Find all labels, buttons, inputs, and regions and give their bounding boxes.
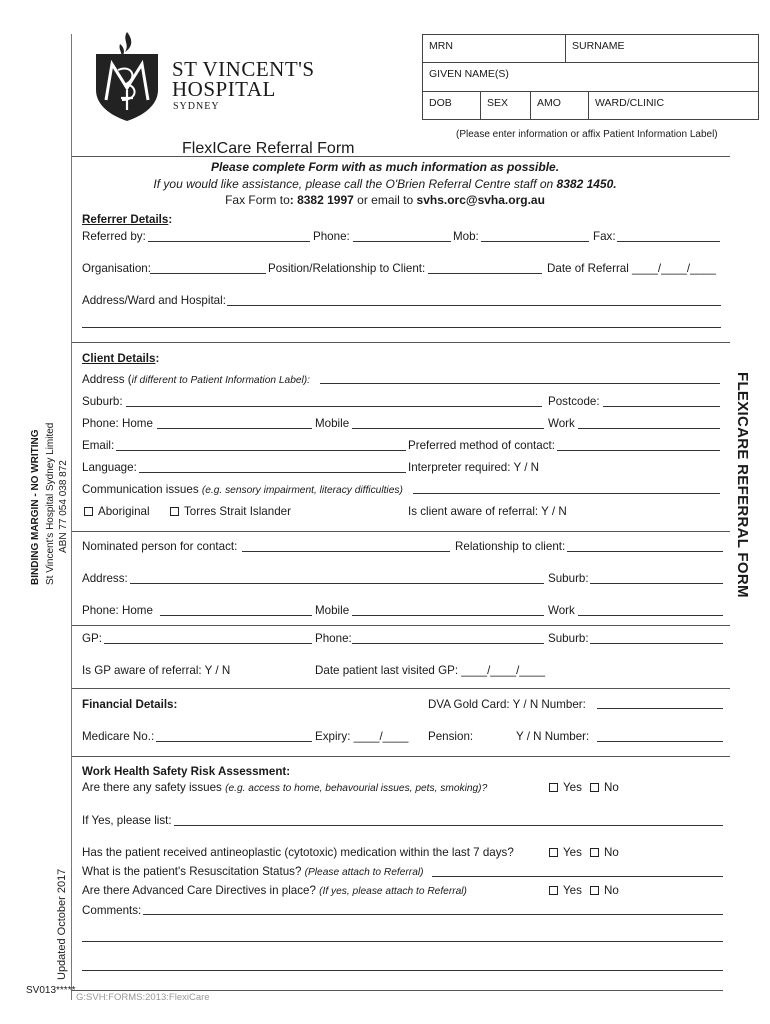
safety-no-label: No xyxy=(604,781,619,794)
client-postcode-label: Postcode: xyxy=(548,395,600,408)
safety-list-field[interactable] xyxy=(174,825,723,826)
communication-issues-field[interactable] xyxy=(413,493,720,494)
client-aware-field[interactable]: Is client aware of referral: Y / N xyxy=(408,505,567,518)
amo-label: AMO xyxy=(537,97,561,109)
client-postcode-field[interactable] xyxy=(603,406,720,407)
form-code: SV013***** xyxy=(26,985,76,996)
mrn-cell[interactable] xyxy=(423,35,566,63)
client-heading-colon: : xyxy=(155,352,160,365)
cytotoxic-yes-checkbox[interactable] xyxy=(549,848,558,857)
torres-strait-option[interactable] xyxy=(170,505,291,519)
cytotoxic-no-label: No xyxy=(604,846,619,859)
referrer-address-label: Address/Ward and Hospital: xyxy=(82,294,226,307)
gp-field[interactable] xyxy=(104,643,312,644)
client-address-note: if different to Patient Information Label): xyxy=(131,375,311,386)
referred-by-field[interactable] xyxy=(148,241,310,242)
referrer-phone-field[interactable] xyxy=(353,241,451,242)
side-form-title: FLEXICARE REFERRAL FORM xyxy=(734,372,751,598)
preferred-contact-field[interactable] xyxy=(557,450,720,451)
nominated-person-field[interactable] xyxy=(242,551,450,552)
sex-cell[interactable] xyxy=(481,92,531,119)
referrer-fax-field[interactable] xyxy=(617,241,720,242)
torres-strait-checkbox[interactable] xyxy=(170,507,179,516)
torres-strait-label: Torres Strait Islander xyxy=(184,505,291,518)
position-field[interactable] xyxy=(428,273,542,274)
acd-no-option[interactable] xyxy=(590,884,619,898)
acd-question xyxy=(82,884,467,899)
client-phone-home-label: Phone: Home xyxy=(82,417,153,430)
client-suburb-label: Suburb: xyxy=(82,395,123,408)
safety-issues-question xyxy=(82,781,487,796)
nominated-mobile-field[interactable] xyxy=(352,615,544,616)
financial-section-rule xyxy=(72,688,730,689)
hospital-name-line3: SYDNEY xyxy=(173,101,220,112)
client-work-label: Work xyxy=(548,417,575,430)
comments-field-1[interactable] xyxy=(143,914,723,915)
referrer-fax-label: Fax: xyxy=(593,230,616,243)
client-mobile-label: Mobile xyxy=(315,417,350,430)
given-names-label: GIVEN NAME(S) xyxy=(429,68,509,80)
safety-issues-text: Are there any safety issues xyxy=(82,781,226,794)
referrer-heading xyxy=(82,213,172,227)
referrer-phone-label: Phone: xyxy=(313,230,350,243)
comments-label: Comments: xyxy=(82,904,142,917)
referred-by-label: Referred by: xyxy=(82,230,146,243)
acd-no-checkbox[interactable] xyxy=(590,886,599,895)
instruction-line-3 xyxy=(0,193,770,207)
safety-issues-note: (e.g. access to home, behavourial issues, pets, smoking)? xyxy=(225,783,488,794)
acd-no-label: No xyxy=(604,884,619,897)
client-email-label: Email: xyxy=(82,439,115,452)
pension-number-field[interactable] xyxy=(597,741,723,742)
aboriginal-option[interactable] xyxy=(84,505,150,519)
nominated-address-field[interactable] xyxy=(130,583,544,584)
organisation-label: Organisation: xyxy=(82,262,151,275)
whs-section-rule xyxy=(72,756,730,757)
gp-suburb-field[interactable] xyxy=(590,643,723,644)
nominated-work-field[interactable] xyxy=(578,615,723,616)
instruction-line-1: Please complete Form with as much information as possible. xyxy=(210,160,560,174)
medicare-label: Medicare No.: xyxy=(82,730,155,743)
client-email-field[interactable] xyxy=(116,450,406,451)
cytotoxic-yes-option[interactable] xyxy=(549,846,582,860)
pension-yn-label: Y / N Number: xyxy=(516,730,590,743)
cytotoxic-no-checkbox[interactable] xyxy=(590,848,599,857)
dob-cell[interactable] xyxy=(423,92,481,119)
referral-centre-phone: 8382 1450. xyxy=(556,177,617,191)
hospital-name-line1: ST VINCENT'S xyxy=(172,57,315,81)
whs-heading: Work Health Safety Risk Assessment: xyxy=(82,765,291,778)
referrer-heading-colon: : xyxy=(168,213,173,226)
pension-label: Pension: xyxy=(428,730,474,743)
aboriginal-label: Aboriginal xyxy=(98,505,150,518)
safety-yes-checkbox[interactable] xyxy=(549,783,558,792)
resuscitation-field[interactable] xyxy=(432,876,723,877)
shield-cross-crest-icon xyxy=(92,30,162,122)
nominated-suburb-field[interactable] xyxy=(590,583,723,584)
surname-label: SURNAME xyxy=(572,40,625,52)
resuscitation-question xyxy=(82,865,424,880)
relationship-label: Relationship to client: xyxy=(455,540,566,553)
fax-number: : 8382 1997 xyxy=(289,193,354,207)
nominated-mobile-label: Mobile xyxy=(315,604,350,617)
resuscitation-text: What is the patient's Resuscitation Status? xyxy=(82,865,305,878)
client-address-label xyxy=(82,373,310,388)
client-work-field[interactable] xyxy=(578,428,720,429)
sex-label: SEX xyxy=(487,97,509,109)
referrer-address-field[interactable] xyxy=(227,305,721,306)
nominated-suburb-label: Suburb: xyxy=(548,572,589,585)
cytotoxic-no-option[interactable] xyxy=(590,846,619,860)
communication-issues-text: Communication issues xyxy=(82,483,202,496)
referral-email: svhs.orc@svha.org.au xyxy=(416,193,545,207)
hospital-logo xyxy=(92,30,162,122)
safety-yes-label: Yes xyxy=(563,781,582,794)
medicare-field[interactable] xyxy=(156,741,312,742)
nominated-section-rule xyxy=(72,531,730,532)
comments-field-2[interactable] xyxy=(82,941,723,942)
interpreter-required-field[interactable]: Interpreter required: Y / N xyxy=(408,461,540,474)
nominated-phone-home-label: Phone: Home xyxy=(82,604,153,617)
ward-clinic-cell[interactable] xyxy=(589,92,758,119)
ward-clinic-label: WARD/CLINIC xyxy=(595,97,665,109)
client-address-text: Address ( xyxy=(82,373,132,386)
dva-label: DVA Gold Card: Y / N Number: xyxy=(428,698,586,711)
referrer-mob-label: Mob: xyxy=(453,230,479,243)
patient-label-note: (Please enter information or affix Patient Information Label) xyxy=(456,129,718,140)
company-name-text: St Vincent's Hospital Sydney Limited xyxy=(45,422,56,585)
acd-text: Are there Advanced Care Directives in place? xyxy=(82,884,320,897)
dva-number-field[interactable] xyxy=(597,708,723,709)
client-section-rule xyxy=(72,342,730,343)
nominated-work-label: Work xyxy=(548,604,575,617)
patient-label-box xyxy=(422,34,759,120)
aboriginal-checkbox[interactable] xyxy=(84,507,93,516)
client-language-field[interactable] xyxy=(139,472,406,473)
client-heading-text: Client Details xyxy=(82,352,156,365)
position-label: Position/Relationship to Client: xyxy=(268,262,426,275)
referrer-mob-field[interactable] xyxy=(481,241,589,242)
mrn-label: MRN xyxy=(429,40,453,52)
financial-heading: Financial Details: xyxy=(82,698,178,711)
communication-issues-note: (e.g. sensory impairment, literacy difficulties) xyxy=(201,485,403,496)
gp-label: GP: xyxy=(82,632,102,645)
updated-date-text: Updated October 2017 xyxy=(56,868,68,980)
resuscitation-note: (Please attach to Referral) xyxy=(304,867,424,878)
email-text: or email to xyxy=(353,193,417,207)
amo-cell[interactable] xyxy=(531,92,589,119)
medicare-expiry-field[interactable]: Expiry: ____/____ xyxy=(315,730,409,743)
acd-note: (If yes, please attach to Referral) xyxy=(319,886,467,897)
client-address-field[interactable] xyxy=(320,383,720,384)
safety-list-label: If Yes, please list: xyxy=(82,814,172,827)
client-language-label: Language: xyxy=(82,461,137,474)
file-path: G:SVH:FORMS:2013:FlexiCare xyxy=(76,992,210,1003)
title-rule xyxy=(72,156,730,157)
relationship-field[interactable] xyxy=(567,551,723,552)
organisation-field[interactable] xyxy=(150,273,266,274)
client-suburb-field[interactable] xyxy=(126,406,542,407)
instruction-2-text: If you would like assistance, please call the O'Brien Referral Centre staff on xyxy=(153,177,557,191)
cytotoxic-question: Has the patient received antineoplastic (cytotoxic) medication within the last 7 days? xyxy=(82,846,514,859)
fax-form-text: Fax Form to xyxy=(225,193,290,207)
binding-margin-text: BINDING MARGIN - NO WRITING xyxy=(30,429,41,585)
client-heading xyxy=(82,352,159,366)
client-mobile-field[interactable] xyxy=(352,428,544,429)
gp-phone-label: Phone: xyxy=(315,632,352,645)
instruction-line-2 xyxy=(0,177,770,191)
gp-phone-field[interactable] xyxy=(352,643,544,644)
gp-section-rule xyxy=(72,625,730,626)
referrer-address-field-2[interactable] xyxy=(82,327,721,328)
safety-no-checkbox[interactable] xyxy=(590,783,599,792)
surname-cell[interactable] xyxy=(566,35,758,63)
dob-label: DOB xyxy=(429,97,452,109)
cytotoxic-yes-label: Yes xyxy=(563,846,582,859)
form-title: FlexICare Referral Form xyxy=(182,140,355,157)
abn-text: ABN 77 054 038 872 xyxy=(58,460,69,553)
nominated-person-label: Nominated person for contact: xyxy=(82,540,238,553)
date-of-referral-field[interactable]: Date of Referral ____/____/____ xyxy=(547,262,716,275)
gp-aware-field[interactable]: Is GP aware of referral: Y / N xyxy=(82,664,231,677)
gp-suburb-label: Suburb: xyxy=(548,632,589,645)
safety-yes-option[interactable] xyxy=(549,781,582,795)
referrer-heading-text: Referrer Details xyxy=(82,213,169,226)
acd-yes-option[interactable] xyxy=(549,884,582,898)
nominated-phone-home-field[interactable] xyxy=(160,615,312,616)
preferred-contact-label: Preferred method of contact: xyxy=(408,439,555,452)
given-names-cell[interactable] xyxy=(423,63,758,92)
gp-last-visit-field[interactable]: Date patient last visited GP: ____/____/____ xyxy=(315,664,546,677)
nominated-address-label: Address: xyxy=(82,572,128,585)
hospital-name-line2: HOSPITAL xyxy=(172,77,276,101)
communication-issues-label xyxy=(82,483,403,498)
comments-field-3[interactable] xyxy=(82,970,723,971)
client-phone-home-field[interactable] xyxy=(157,428,312,429)
safety-no-option[interactable] xyxy=(590,781,619,795)
acd-yes-label: Yes xyxy=(563,884,582,897)
acd-yes-checkbox[interactable] xyxy=(549,886,558,895)
